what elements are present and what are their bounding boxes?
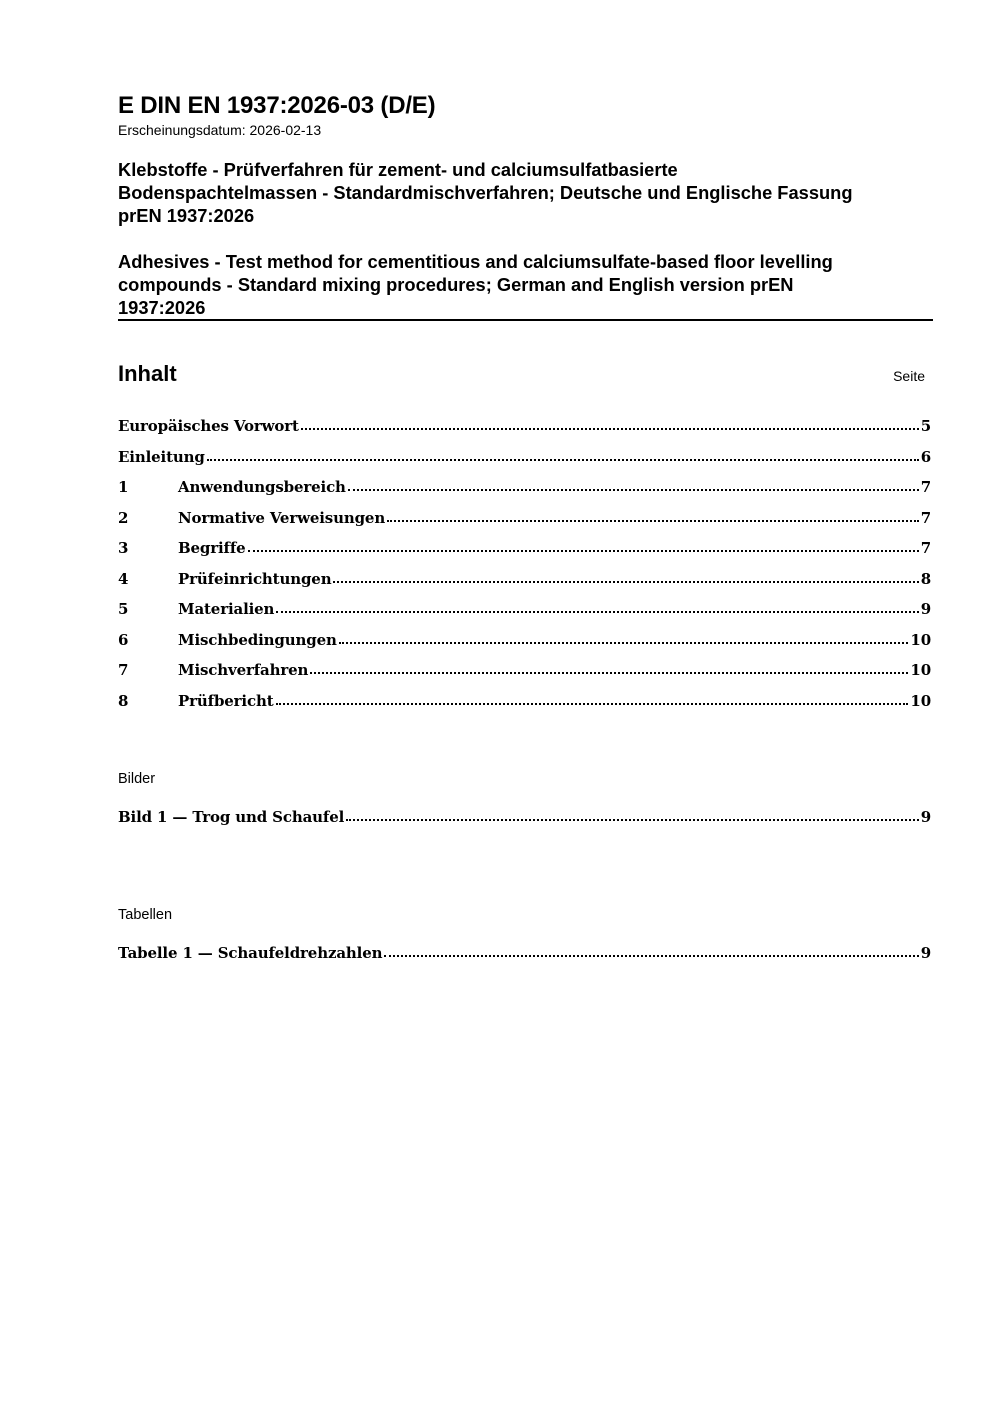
toc-entry-page: 10 [910,661,931,679]
title-german-line: prEN 1937:2026 [118,205,255,226]
toc-entry-mischbedingungen[interactable] [118,629,931,660]
figure-entry-title: Bild 1 — Trog und Schaufel [118,808,345,826]
toc-entry-title: Materialien [178,600,275,618]
toc-entry-page: 7 [920,508,931,527]
toc-entry-pruefbericht[interactable] [118,690,931,721]
toc-leader-dots [276,702,909,705]
toc-leader-dots [310,671,908,674]
toc-entry-materialien[interactable] [118,598,931,629]
title-german-line: Klebstoffe - Prüfverfahren für zement- und calciumsulfatbasierte [118,159,678,180]
toc-leader-dots [348,488,919,491]
toc-entry-title: Europäisches Vorwort [118,417,299,435]
toc-leader-dots [248,549,919,552]
figures-list [118,806,931,837]
toc-page-column-label: Seite [893,368,925,384]
toc-entry-number: 8 [118,691,129,710]
toc-entry-page: 8 [920,569,931,588]
toc-entry-pruefeinrichtungen[interactable] [118,568,931,599]
toc-entry-page: 5 [920,417,931,435]
title-german-line: Bodenspachtelmassen - Standardmischverfahren; Deutsche und Englische Fassung [118,182,853,203]
toc-entry-page: 10 [910,630,931,649]
toc-entry-title: Mischverfahren [178,661,309,679]
title-english-line: compounds - Standard mixing procedures; German and English version prEN [118,274,794,295]
toc-entry-page: 7 [920,539,931,557]
toc-entry-number: 6 [118,630,129,649]
toc-heading: Inhalt [118,361,177,386]
toc-leader-dots [276,610,918,613]
table-entry-page: 9 [920,944,931,962]
toc-leader-dots [301,427,919,430]
toc-leader-dots [387,519,919,522]
publication-date: Erscheinungsdatum: 2026-02-13 [118,122,322,138]
toc-entry-title: Prüfeinrichtungen [178,569,332,588]
table-entry-schaufeldrehzahlen[interactable] [118,942,931,973]
title-english-line: 1937:2026 [118,297,206,318]
toc-entry-page: 9 [920,600,931,618]
toc-entry-title: Begriffe [178,539,246,557]
toc-entry-title: Anwendungsbereich [178,478,346,496]
toc-entry-normative-verweisungen[interactable] [118,507,931,538]
toc-leader-dots [207,458,919,461]
table-entry-title: Tabelle 1 — Schaufeldrehzahlen [118,944,383,962]
title-german [118,158,933,227]
toc-entry-page: 7 [920,478,931,496]
toc-entry-number: 2 [118,508,129,527]
title-english-line: Adhesives - Test method for cementitious and calciumsulfate-based floor levelling [118,251,833,272]
figure-entry-trog-und-schaufel[interactable] [118,806,931,837]
toc-entry-anwendungsbereich[interactable] [118,476,931,507]
toc-entry-title: Prüfbericht [178,691,274,710]
toc-entry-number: 1 [118,478,129,496]
toc-entry-title: Mischbedingungen [178,630,337,649]
document-id: E DIN EN 1937:2026-03 (D/E) [118,92,436,119]
toc-entry-europaeisches-vorwort[interactable] [118,415,931,446]
figures-section-label: Bilder [118,771,156,787]
toc-leader-dots [346,818,919,821]
title-divider [118,319,933,321]
tables-list [118,942,931,973]
toc-leader-dots [384,954,918,957]
toc-entry-number: 7 [118,661,129,679]
toc-leader-dots [333,580,918,583]
tables-section-label: Tabellen [118,907,173,923]
toc-entry-einleitung[interactable] [118,446,931,477]
toc-entry-begriffe[interactable] [118,537,931,568]
toc-entry-number: 5 [118,600,129,618]
toc-entry-title: Einleitung [118,447,205,466]
toc-entry-number: 3 [118,539,129,557]
toc-entry-title: Normative Verweisungen [178,508,386,527]
toc-list [118,415,931,720]
toc-entry-page: 10 [910,691,931,710]
toc-leader-dots [339,641,909,644]
toc-entry-page: 6 [920,447,931,466]
title-english [118,250,933,319]
toc-entry-mischverfahren[interactable] [118,659,931,690]
figure-entry-page: 9 [920,808,931,826]
toc-entry-number: 4 [118,569,129,588]
